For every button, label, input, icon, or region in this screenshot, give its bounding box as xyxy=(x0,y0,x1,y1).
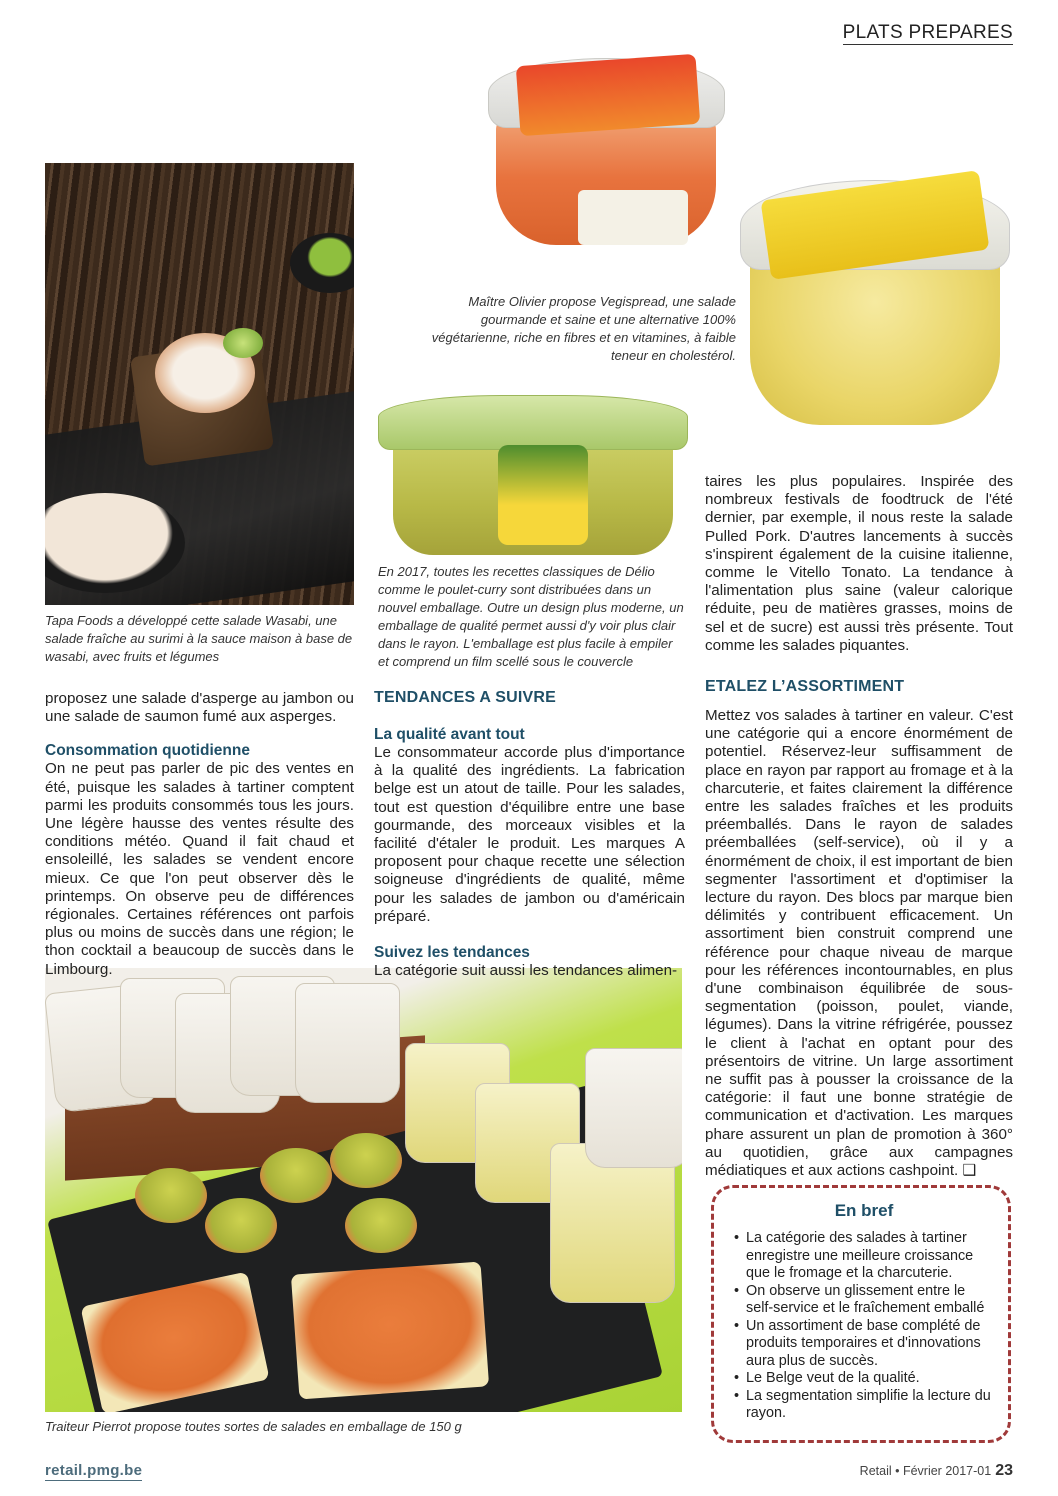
subhead-qualite: La qualité avant tout xyxy=(374,726,525,743)
column-3-top xyxy=(705,473,1013,655)
column-1 xyxy=(45,690,354,979)
headline-etalez: ETALEZ L’ASSORTIMENT xyxy=(705,678,905,695)
page-footer xyxy=(860,1462,1013,1480)
martino-caption: Maître Olivier propose Vegispread, une salade gourmande et saine et une alternative 100% végétarienne, riche en fibres et en vitamines, à faible teneur en cholestérol. xyxy=(431,294,736,363)
delio-tub-photo xyxy=(378,390,688,560)
list-item: • La catégorie des salades à tartiner enregistre une meilleure croissance que le fromage et la charcuterie. xyxy=(734,1230,994,1283)
martino-tub-photo xyxy=(488,50,725,250)
col3-top-text: taires les plus populaires. Inspirée des nombreux festivals de foodtruck de l'été dernier, par exemple, il nous reste la salade Pulled Pork. D'autres lancements à succès s'inspirent également de la cuisine italienne, comme le Vitello Tonato. La tendance à l'alimentation plus saine (valeur calorique réduite, peu de matières grasses, moins de sel et de sucre) est aussi très présente. Tout comme les salades piquantes. xyxy=(705,473,1013,654)
delio-caption: En 2017, toutes les recettes classiques de Délio comme le poulet-curry sont distribuées dans un nouvel emballage. Outre un design plus moderne, un emballage de qualité permet aussi d'y voir plus clair dans le rayon. L'emballage est plus facile à empiler et comprend un film scellé sous le couvercle xyxy=(378,564,684,669)
col3-body xyxy=(705,707,1013,1180)
issue-label: Retail • Février 2017-01 xyxy=(859,1464,992,1478)
list-item: • La segmentation simplifie la lecture du rayon. xyxy=(734,1388,994,1423)
subhead-suivez: Suivez les tendances xyxy=(374,944,530,962)
en-bref-list xyxy=(734,1230,994,1423)
headline-tendances: TENDANCES A SUIVRE xyxy=(374,689,556,706)
site-link[interactable]: retail.pmg.be xyxy=(45,1462,143,1479)
pierrot-salads-photo xyxy=(45,968,682,1412)
no-chicken-curry-tub-photo xyxy=(740,160,1010,435)
wasabi-caption: Tapa Foods a développé cette salade Wasabi, une salade fraîche au surimi à la sauce maison à base de wasabi, avec fruits et légumes xyxy=(45,613,353,664)
column-3 xyxy=(705,677,1013,1180)
column-2 xyxy=(374,688,685,980)
col3-body-text: Mettez vos salades à tartiner en valeur. C'est une catégorie qui a encore énormément de potentiel. Réservez-leur suffisamment de place en rayon par rapport au fromage et à la charcuterie, et faites clairement la différence entre les salades fraîches et les produits préemballés. Dans le rayon de salades préemballées (self-service), où il y a énormément de choix, il est important de bien segmenter l'assortiment et d'optimiser la lecture du rayon. Des blocs par marque bien délimités y contribuent efficacement. Un assortiment bien construit comprend une référence pour chaque niveau de marque pour les références incontournables, en plus d'une combinaison équilibrée de sous-segmentation (poisson, poulet, viande, légumes). Dans la vitrine réfrigérée, poussez le client à l'achat en optant pour des présentoirs de vitrine. Un large assortiment ne suffit pas à pousser la croissance de la catégorie: il faut une bonne stratégie de communication et d'activation. Les marques phare assurent un plan de promotion à 360° au quotidien, grâce aux campagnes médiatiques et aux actions cashpoint. xyxy=(705,707,1013,1180)
col1-body: On ne peut pas parler de pic des ventes en été, puisque les salades à tartiner comptent parmi les produits consommés tous les jours. Une légère hausse des ventes résulte des conditions météo. Quand il fait chaud et ensoleillé, les salades se vendent encore mieux. Ce que l'on peut observer dès le printemps. On observe peu de différences régionales. Certaines références ont parfois plus ou moins de succès dans une région; le thon cocktail a beaucoup de succès dans le Limbourg. xyxy=(45,760,354,978)
en-bref-title: En bref xyxy=(834,1201,894,1220)
section-label: PLATS PREPARES xyxy=(842,22,1013,43)
en-bref-box xyxy=(711,1185,1011,1443)
end-mark: ❑ xyxy=(962,1162,977,1180)
list-item: • On observe un glissement entre le self-service et le fraîchement emballé xyxy=(734,1283,994,1318)
col2-body2: La catégorie suit aussi les tendances alimen- xyxy=(374,962,678,980)
list-item: • Un assortiment de base complété de produits temporaires et d'innovations aura plus de succès. xyxy=(734,1318,994,1371)
page-number: 23 xyxy=(995,1462,1013,1479)
col2-body1: Le consommateur accorde plus d'importance à la qualité des ingrédients. La fabrication belge est un atout de taille. Pour les salades, tout est question d'équilibre entre une base gourmande, des morceaux visibles et la facilité d'étaler le produit. Les marques A proposent pour chaque recette une sélection soigneuse d'ingrédients de qualité, même pour les salades de jambon ou d'américain préparé. xyxy=(374,744,685,925)
col1-intro: proposez une salade d'asperge au jambon ou une salade de saumon fumé aux asperges. xyxy=(45,690,354,726)
pierrot-caption: Traiteur Pierrot propose toutes sortes de salades en emballage de 150 g xyxy=(45,1419,462,1434)
list-item: • Le Belge veut de la qualité. xyxy=(734,1370,994,1388)
wasabi-salad-photo xyxy=(45,163,354,605)
subhead-consommation: Consommation quotidienne xyxy=(45,742,250,760)
